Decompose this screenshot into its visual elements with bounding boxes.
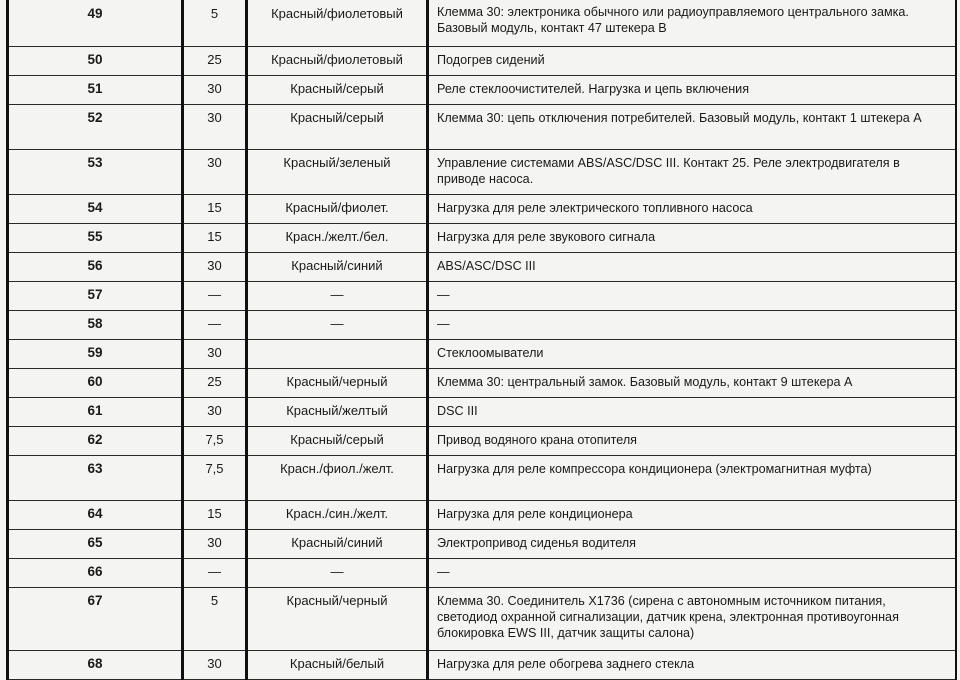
fuse-number-cell: 67 [8, 588, 183, 651]
fuse-number-cell: 54 [8, 195, 183, 224]
fuse-amperage-cell: 5 [183, 0, 247, 47]
fuse-number-cell: 51 [8, 76, 183, 105]
wire-color-cell: Красный/черный [247, 369, 428, 398]
circuit-description-cell: Нагрузка для реле обогрева заднего стекла [428, 651, 957, 680]
fuse-amperage-cell: 30 [183, 76, 247, 105]
circuit-description-cell: Подогрев сидений [428, 47, 957, 76]
circuit-description-cell: Управление системами ABS/ASC/DSC III. Контакт 25. Реле электродвигателя в приводе насоса. [428, 150, 957, 195]
circuit-description-cell: ABS/ASC/DSC III [428, 253, 957, 282]
circuit-description-cell: Привод водяного крана отопителя [428, 427, 957, 456]
circuit-description-cell: — [428, 311, 957, 340]
table-row [8, 501, 957, 530]
fuse-number-cell: 52 [8, 105, 183, 150]
wire-color-cell: — [247, 311, 428, 340]
fuse-amperage-cell: 15 [183, 195, 247, 224]
fuse-amperage-cell: — [183, 311, 247, 340]
wire-color-cell [247, 340, 428, 369]
fuse-number-cell: 60 [8, 369, 183, 398]
wire-color-cell: Красный/серый [247, 105, 428, 150]
fuse-number-cell: 63 [8, 456, 183, 501]
circuit-description-cell: Электропривод сиденья водителя [428, 530, 957, 559]
fuse-number-cell: 57 [8, 282, 183, 311]
table-row [8, 105, 957, 150]
table-row [8, 195, 957, 224]
wire-color-cell: — [247, 282, 428, 311]
fuse-amperage-cell: 30 [183, 398, 247, 427]
fuse-table [6, 0, 957, 680]
fuse-amperage-cell: 30 [183, 253, 247, 282]
table-row [8, 224, 957, 253]
fuse-amperage-cell: 30 [183, 150, 247, 195]
circuit-description-cell: Нагрузка для реле звукового сигнала [428, 224, 957, 253]
wire-color-cell: Красный/желтый [247, 398, 428, 427]
wire-color-cell: — [247, 559, 428, 588]
fuse-number-cell: 53 [8, 150, 183, 195]
wire-color-cell: Красный/фиолетовый [247, 0, 428, 47]
table-row [8, 253, 957, 282]
table-row [8, 398, 957, 427]
fuse-number-cell: 50 [8, 47, 183, 76]
fuse-number-cell: 64 [8, 501, 183, 530]
fuse-number-cell: 62 [8, 427, 183, 456]
fuse-amperage-cell: 25 [183, 369, 247, 398]
table-row [8, 340, 957, 369]
wire-color-cell: Красный/серый [247, 76, 428, 105]
fuse-amperage-cell: 30 [183, 105, 247, 150]
fuse-number-cell: 68 [8, 651, 183, 680]
fuse-amperage-cell: 25 [183, 47, 247, 76]
fuse-number-cell: 56 [8, 253, 183, 282]
circuit-description-cell: Клемма 30: цепь отключения потребителей. Базовый модуль, контакт 1 штекера A [428, 105, 957, 150]
wire-color-cell: Красный/черный [247, 588, 428, 651]
fuse-number-cell: 59 [8, 340, 183, 369]
circuit-description-cell: Нагрузка для реле компрессора кондиционера (электромагнитная муфта) [428, 456, 957, 501]
circuit-description-cell: — [428, 559, 957, 588]
fuse-amperage-cell: — [183, 282, 247, 311]
table-row [8, 588, 957, 651]
fuse-amperage-cell: 30 [183, 530, 247, 559]
table-row [8, 47, 957, 76]
fuse-amperage-cell: 15 [183, 224, 247, 253]
fuse-number-cell: 58 [8, 311, 183, 340]
circuit-description-cell: Клемма 30: электроника обычного или радиоуправляемого центрального замка. Базовый модуль, контакт 47 штекера B [428, 0, 957, 47]
fuse-number-cell: 61 [8, 398, 183, 427]
wire-color-cell: Красный/синий [247, 530, 428, 559]
table-row [8, 456, 957, 501]
wire-color-cell: Красн./фиол./желт. [247, 456, 428, 501]
fuse-number-cell: 66 [8, 559, 183, 588]
table-row [8, 651, 957, 680]
wire-color-cell: Красный/фиолет. [247, 195, 428, 224]
wire-color-cell: Красный/фиолетовый [247, 47, 428, 76]
table-row [8, 427, 957, 456]
circuit-description-cell: Нагрузка для реле кондиционера [428, 501, 957, 530]
table-row [8, 530, 957, 559]
fuse-amperage-cell: 30 [183, 340, 247, 369]
fuse-number-cell: 55 [8, 224, 183, 253]
fuse-amperage-cell: 7,5 [183, 456, 247, 501]
fuse-table-body [8, 0, 957, 680]
circuit-description-cell: Клемма 30. Соединитель X1736 (сирена с автономным источником питания, светодиод охранной сигнализации, датчик крена, электронная противоугонная блокировка EWS III, датчик защиты салона) [428, 588, 957, 651]
table-row [8, 311, 957, 340]
fuse-number-cell: 65 [8, 530, 183, 559]
circuit-description-cell: Стеклоомыватели [428, 340, 957, 369]
table-row [8, 369, 957, 398]
table-row [8, 559, 957, 588]
table-row [8, 76, 957, 105]
circuit-description-cell: — [428, 282, 957, 311]
table-row [8, 0, 957, 47]
fuse-amperage-cell: 30 [183, 651, 247, 680]
table-row [8, 150, 957, 195]
circuit-description-cell: Реле стеклоочистителей. Нагрузка и цепь включения [428, 76, 957, 105]
circuit-description-cell: Клемма 30: центральный замок. Базовый модуль, контакт 9 штекера A [428, 369, 957, 398]
fuse-amperage-cell: — [183, 559, 247, 588]
circuit-description-cell: Нагрузка для реле электрического топливного насоса [428, 195, 957, 224]
wire-color-cell: Красный/синий [247, 253, 428, 282]
fuse-amperage-cell: 5 [183, 588, 247, 651]
wire-color-cell: Красн./желт./бел. [247, 224, 428, 253]
table-row [8, 282, 957, 311]
fuse-number-cell: 49 [8, 0, 183, 47]
wire-color-cell: Красный/серый [247, 427, 428, 456]
wire-color-cell: Красный/белый [247, 651, 428, 680]
wire-color-cell: Красный/зеленый [247, 150, 428, 195]
fuse-amperage-cell: 7,5 [183, 427, 247, 456]
wire-color-cell: Красн./син./желт. [247, 501, 428, 530]
circuit-description-cell: DSC III [428, 398, 957, 427]
fuse-amperage-cell: 15 [183, 501, 247, 530]
